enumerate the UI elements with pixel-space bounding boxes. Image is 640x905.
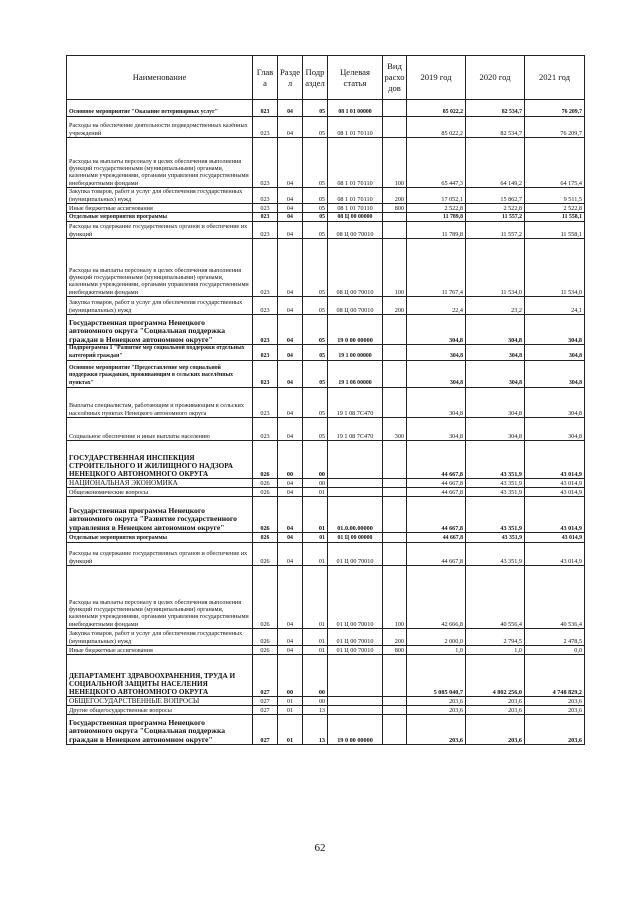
cell-y2019: 65 447,3 — [407, 138, 466, 188]
cell-y2021: 9 511,5 — [525, 188, 585, 204]
cell-y2019: 44 667,8 — [407, 479, 466, 488]
cell-y2019: 44 667,8 — [407, 441, 466, 479]
cell-target: 01 Ц 00 70010 — [328, 629, 383, 646]
cell-podrazdel: 05 — [303, 100, 328, 117]
cell-vid: 200 — [383, 297, 407, 315]
col-header-target: Целевая статья — [328, 56, 383, 100]
cell-y2019: 203,6 — [407, 697, 466, 706]
cell-y2019: 11 789,8 — [407, 213, 466, 222]
table-row — [67, 706, 585, 715]
cell-y2021: 43 014,9 — [525, 543, 585, 566]
cell-name: Отдельные мероприятия программы — [67, 213, 253, 222]
cell-razdel: 04 — [278, 388, 303, 418]
col-header-name: Наименование — [67, 56, 253, 100]
cell-y2019: 85 022,2 — [407, 100, 466, 117]
cell-name: Государственная программа Ненецкого автономного округа "Социальная поддержка граждан в Ненецком автономном округе" — [67, 315, 253, 345]
col-header-podrazdel: Подр аздел — [303, 56, 328, 100]
budget-table — [66, 55, 585, 745]
cell-y2021: 43 014,9 — [525, 441, 585, 479]
col-header-2020: 2020 год — [466, 56, 525, 100]
cell-y2019: 11 789,8 — [407, 222, 466, 239]
cell-y2020: 4 802 256,0 — [466, 655, 525, 697]
cell-podrazdel: 05 — [303, 345, 328, 361]
cell-podrazdel: 01 — [303, 497, 328, 533]
cell-podrazdel: 05 — [303, 117, 328, 138]
cell-y2021: 43 014,9 — [525, 479, 585, 488]
cell-target: 19 1 08 7С470 — [328, 388, 383, 418]
table-row — [67, 213, 585, 222]
cell-target: 08 Ц 00 70010 — [328, 239, 383, 297]
table-row — [67, 697, 585, 706]
cell-vid: 800 — [383, 646, 407, 655]
cell-y2020: 2 522,8 — [466, 204, 525, 213]
cell-podrazdel: 00 — [303, 441, 328, 479]
cell-vid — [383, 213, 407, 222]
cell-y2021: 43 014,9 — [525, 533, 585, 543]
table-row — [67, 345, 585, 361]
cell-y2021: 304,8 — [525, 315, 585, 345]
cell-y2020: 203,6 — [466, 697, 525, 706]
table-row — [67, 188, 585, 204]
cell-glava: 023 — [253, 239, 278, 297]
cell-y2020: 43 351,9 — [466, 497, 525, 533]
cell-glava: 026 — [253, 497, 278, 533]
cell-podrazdel: 01 — [303, 566, 328, 629]
cell-podrazdel: 05 — [303, 239, 328, 297]
cell-razdel: 04 — [278, 188, 303, 204]
cell-razdel: 04 — [278, 315, 303, 345]
cell-name: Расходы на выплаты персоналу в целях обеспечения выполнения функций государственными (муниципальными) органами, казенными учреждениями, органами управления государственными внебюджетными фондами — [67, 239, 253, 297]
cell-y2019: 44 667,8 — [407, 497, 466, 533]
cell-name: Основное мероприятие "Предоставление мер социальной поддержки гражданам, проживающим в сельских населённых пунктах" — [67, 361, 253, 388]
cell-name: НАЦИОНАЛЬНАЯ ЭКОНОМИКА — [67, 479, 253, 488]
cell-y2019: 304,8 — [407, 388, 466, 418]
cell-y2021: 4 748 829,2 — [525, 655, 585, 697]
cell-y2020: 40 556,4 — [466, 566, 525, 629]
cell-y2020: 43 351,9 — [466, 533, 525, 543]
table-row — [67, 204, 585, 213]
col-header-vid: Вид расхо дов — [383, 56, 407, 100]
table-row — [67, 117, 585, 138]
cell-target: 08 Ц 00 70010 — [328, 297, 383, 315]
cell-name: ДЕПАРТАМЕНТ ЗДРАВООХРАНЕНИЯ, ТРУДА И СОЦИАЛЬНОЙ ЗАЩИТЫ НАСЕЛЕНИЯ НЕНЕЦКОГО АВТОНОМНОГО ОКРУГА — [67, 655, 253, 697]
cell-y2020: 304,8 — [466, 345, 525, 361]
cell-y2020: 82 534,7 — [466, 100, 525, 117]
cell-target: 08 1 01 70110 — [328, 117, 383, 138]
cell-name: Выплаты специалистам, работающим и проживающим в сельских населённых пунктах Ненецкого автономного округа — [67, 388, 253, 418]
cell-y2021: 11 534,0 — [525, 239, 585, 297]
cell-razdel: 04 — [278, 239, 303, 297]
cell-vid — [383, 222, 407, 239]
table-row — [67, 488, 585, 497]
cell-y2019: 44 667,8 — [407, 488, 466, 497]
cell-name: Расходы на обеспечение деятельности подведомственных казённых учреждений — [67, 117, 253, 138]
cell-y2021: 11 558,1 — [525, 222, 585, 239]
cell-target: 08 1 01 70110 — [328, 188, 383, 204]
cell-glava: 023 — [253, 418, 278, 441]
table-row — [67, 361, 585, 388]
cell-glava: 023 — [253, 315, 278, 345]
cell-podrazdel: 00 — [303, 697, 328, 706]
cell-y2019: 17 052,1 — [407, 188, 466, 204]
cell-podrazdel: 05 — [303, 418, 328, 441]
cell-glava: 027 — [253, 715, 278, 745]
cell-glava: 026 — [253, 566, 278, 629]
cell-podrazdel: 05 — [303, 361, 328, 388]
cell-podrazdel: 05 — [303, 222, 328, 239]
cell-podrazdel: 05 — [303, 188, 328, 204]
cell-glava: 023 — [253, 361, 278, 388]
cell-razdel: 00 — [278, 441, 303, 479]
cell-podrazdel: 05 — [303, 204, 328, 213]
cell-name: Общеэкономические вопросы — [67, 488, 253, 497]
cell-name: Основное мероприятие "Оказание ветеринарных услуг" — [67, 100, 253, 117]
cell-glava: 027 — [253, 655, 278, 697]
cell-podrazdel: 05 — [303, 138, 328, 188]
cell-y2019: 304,8 — [407, 361, 466, 388]
table-row — [67, 629, 585, 646]
cell-y2020: 82 534,7 — [466, 117, 525, 138]
cell-vid: 100 — [383, 138, 407, 188]
cell-podrazdel: 05 — [303, 388, 328, 418]
cell-podrazdel: 13 — [303, 715, 328, 745]
table-header — [67, 56, 585, 100]
cell-razdel: 04 — [278, 204, 303, 213]
cell-razdel: 01 — [278, 706, 303, 715]
cell-y2021: 304,8 — [525, 345, 585, 361]
cell-vid: 800 — [383, 204, 407, 213]
cell-glava: 026 — [253, 629, 278, 646]
cell-razdel: 04 — [278, 566, 303, 629]
table-row — [67, 100, 585, 117]
cell-target — [328, 655, 383, 697]
cell-y2019: 44 667,8 — [407, 543, 466, 566]
cell-vid — [383, 361, 407, 388]
cell-podrazdel: 01 — [303, 533, 328, 543]
cell-vid: 200 — [383, 188, 407, 204]
cell-target: 19 0 00 00000 — [328, 715, 383, 745]
cell-y2020: 11 557,2 — [466, 222, 525, 239]
cell-glava: 023 — [253, 138, 278, 188]
cell-y2019: 11 767,4 — [407, 239, 466, 297]
cell-y2020: 43 351,9 — [466, 479, 525, 488]
cell-podrazdel: 01 — [303, 488, 328, 497]
cell-target — [328, 706, 383, 715]
cell-y2020: 43 351,9 — [466, 543, 525, 566]
table-row — [67, 497, 585, 533]
cell-name: Социальное обеспечение и иные выплаты населению — [67, 418, 253, 441]
cell-target: 01 Ц 00 70010 — [328, 646, 383, 655]
cell-y2020: 304,8 — [466, 361, 525, 388]
cell-glava: 023 — [253, 222, 278, 239]
cell-glava: 023 — [253, 213, 278, 222]
table-row — [67, 715, 585, 745]
table-row — [67, 297, 585, 315]
cell-y2020: 11 557,2 — [466, 213, 525, 222]
cell-razdel: 04 — [278, 646, 303, 655]
cell-name: Закупка товаров, работ и услуг для обеспечения государственных (муниципальных) нужд — [67, 188, 253, 204]
cell-razdel: 04 — [278, 418, 303, 441]
cell-y2019: 5 085 040,7 — [407, 655, 466, 697]
cell-vid — [383, 441, 407, 479]
col-header-razdel: Разде л — [278, 56, 303, 100]
cell-podrazdel: 01 — [303, 646, 328, 655]
cell-vid — [383, 100, 407, 117]
cell-glava: 026 — [253, 441, 278, 479]
cell-target: 19 1 08 00000 — [328, 361, 383, 388]
cell-razdel: 04 — [278, 100, 303, 117]
cell-vid — [383, 488, 407, 497]
cell-vid — [383, 715, 407, 745]
cell-y2021: 2 522,8 — [525, 204, 585, 213]
table-row — [67, 138, 585, 188]
cell-name: Иные бюджетные ассигнования — [67, 646, 253, 655]
cell-name: Закупка товаров, работ и услуг для обеспечения государственных (муниципальных) нужд — [67, 297, 253, 315]
cell-podrazdel: 00 — [303, 655, 328, 697]
cell-name: Расходы на выплаты персоналу в целях обеспечения выполнения функций государственными (муниципальными) органами, казенными учреждениями, органами управления государственными внебюджетными фондами — [67, 566, 253, 629]
cell-glava: 026 — [253, 533, 278, 543]
cell-y2020: 304,8 — [466, 388, 525, 418]
table-row — [67, 222, 585, 239]
cell-podrazdel: 05 — [303, 213, 328, 222]
cell-y2021: 203,6 — [525, 697, 585, 706]
cell-name: Отдельные мероприятия программы — [67, 533, 253, 543]
cell-y2020: 43 351,9 — [466, 488, 525, 497]
cell-glava: 023 — [253, 388, 278, 418]
cell-y2021: 0,0 — [525, 646, 585, 655]
cell-razdel: 04 — [278, 479, 303, 488]
cell-y2021: 304,8 — [525, 418, 585, 441]
cell-name: Государственная программа Ненецкого автономного округа "Социальная поддержка граждан в Ненецком автономном округе" — [67, 715, 253, 745]
cell-glava: 023 — [253, 117, 278, 138]
table-row — [67, 418, 585, 441]
cell-y2019: 85 022,2 — [407, 117, 466, 138]
cell-glava: 027 — [253, 697, 278, 706]
table-row — [67, 388, 585, 418]
cell-y2020: 43 351,9 — [466, 441, 525, 479]
table-row — [67, 655, 585, 697]
cell-glava: 023 — [253, 188, 278, 204]
cell-target: 08 Ц 00 00000 — [328, 213, 383, 222]
cell-razdel: 04 — [278, 488, 303, 497]
cell-vid — [383, 315, 407, 345]
cell-y2019: 304,8 — [407, 418, 466, 441]
table-row — [67, 543, 585, 566]
cell-y2019: 22,4 — [407, 297, 466, 315]
cell-y2020: 15 862,7 — [466, 188, 525, 204]
cell-podrazdel: 01 — [303, 543, 328, 566]
cell-razdel: 04 — [278, 222, 303, 239]
cell-y2020: 304,8 — [466, 418, 525, 441]
cell-y2021: 2 478,5 — [525, 629, 585, 646]
cell-podrazdel: 01 — [303, 629, 328, 646]
cell-glava: 026 — [253, 543, 278, 566]
cell-y2020: 64 149,2 — [466, 138, 525, 188]
cell-podrazdel: 13 — [303, 706, 328, 715]
cell-target — [328, 441, 383, 479]
cell-y2020: 23,2 — [466, 297, 525, 315]
cell-vid — [383, 697, 407, 706]
cell-name: Расходы на содержание государственных органов и обеспечение их функций — [67, 543, 253, 566]
cell-y2021: 43 014,9 — [525, 488, 585, 497]
cell-target: 08 1 01 70110 — [328, 138, 383, 188]
cell-y2020: 203,6 — [466, 706, 525, 715]
page-number: 62 — [314, 842, 326, 854]
cell-glava: 023 — [253, 297, 278, 315]
table-row — [67, 533, 585, 543]
cell-target: 01.0.00.00000 — [328, 497, 383, 533]
cell-y2019: 1,0 — [407, 646, 466, 655]
cell-razdel: 04 — [278, 345, 303, 361]
cell-y2020: 203,6 — [466, 715, 525, 745]
cell-glava: 023 — [253, 100, 278, 117]
cell-target: 01 Ц 00 70010 — [328, 566, 383, 629]
col-header-glava: Глав а — [253, 56, 278, 100]
cell-name: Закупка товаров, работ и услуг для обеспечения государственных (муниципальных) нужд — [67, 629, 253, 646]
cell-y2021: 11 558,1 — [525, 213, 585, 222]
cell-vid — [383, 345, 407, 361]
cell-razdel: 04 — [278, 297, 303, 315]
cell-vid — [383, 655, 407, 697]
cell-y2021: 24,1 — [525, 297, 585, 315]
cell-y2021: 76 209,7 — [525, 117, 585, 138]
cell-name: ГОСУДАРСТВЕННАЯ ИНСПЕКЦИЯ СТРОИТЕЛЬНОГО И ЖИЛИЩНОГО НАДЗОРА НЕНЕЦКОГО АВТОНОМНОГО ОКРУГА — [67, 441, 253, 479]
cell-y2019: 2 000,0 — [407, 629, 466, 646]
cell-glava: 026 — [253, 479, 278, 488]
cell-razdel: 04 — [278, 213, 303, 222]
cell-razdel: 04 — [278, 138, 303, 188]
cell-podrazdel: 00 — [303, 479, 328, 488]
cell-name: Расходы на содержание государственных органов и обеспечение их функций — [67, 222, 253, 239]
cell-razdel: 01 — [278, 697, 303, 706]
table-row — [67, 239, 585, 297]
cell-razdel: 04 — [278, 629, 303, 646]
cell-vid — [383, 497, 407, 533]
cell-vid: 200 — [383, 629, 407, 646]
cell-target: 19 1 00 00000 — [328, 345, 383, 361]
cell-glava: 023 — [253, 204, 278, 213]
table-row — [67, 479, 585, 488]
cell-y2021: 43 014,9 — [525, 497, 585, 533]
cell-y2019: 44 667,8 — [407, 533, 466, 543]
cell-vid: 100 — [383, 239, 407, 297]
cell-vid — [383, 533, 407, 543]
col-header-2019: 2019 год — [407, 56, 466, 100]
cell-razdel: 01 — [278, 715, 303, 745]
budget-page — [66, 55, 584, 745]
cell-podrazdel: 05 — [303, 315, 328, 345]
cell-target — [328, 479, 383, 488]
cell-vid — [383, 543, 407, 566]
cell-target: 01 Ц 00 70010 — [328, 543, 383, 566]
col-header-2021: 2021 год — [525, 56, 585, 100]
table-row — [67, 441, 585, 479]
table-row — [67, 566, 585, 629]
cell-name: Расходы на выплаты персоналу в целях обеспечения выполнения функций государственными (муниципальными) органами, казенными учреждениями, органами управления государственными внебюджетными фондами — [67, 138, 253, 188]
cell-target: 01 Ц 00 00000 — [328, 533, 383, 543]
cell-y2019: 203,6 — [407, 715, 466, 745]
cell-name: ОБЩЕГОСУДАРСТВЕННЫЕ ВОПРОСЫ — [67, 697, 253, 706]
cell-y2020: 1,0 — [466, 646, 525, 655]
cell-glava: 026 — [253, 488, 278, 497]
cell-target: 19 0 00 00000 — [328, 315, 383, 345]
cell-y2020: 2 794,5 — [466, 629, 525, 646]
cell-y2019: 2 522,8 — [407, 204, 466, 213]
cell-y2019: 42 666,8 — [407, 566, 466, 629]
cell-vid — [383, 117, 407, 138]
cell-y2020: 11 534,0 — [466, 239, 525, 297]
cell-target: 08 1 01 70110 — [328, 204, 383, 213]
cell-y2021: 304,8 — [525, 361, 585, 388]
cell-y2021: 76 209,7 — [525, 100, 585, 117]
cell-y2021: 64 175,4 — [525, 138, 585, 188]
cell-y2021: 304,8 — [525, 388, 585, 418]
cell-target — [328, 488, 383, 497]
table-row — [67, 646, 585, 655]
cell-y2021: 203,6 — [525, 706, 585, 715]
cell-razdel: 04 — [278, 497, 303, 533]
cell-y2019: 203,6 — [407, 706, 466, 715]
cell-y2021: 40 536,4 — [525, 566, 585, 629]
cell-y2021: 203,6 — [525, 715, 585, 745]
cell-glava: 023 — [253, 345, 278, 361]
cell-vid: 100 — [383, 566, 407, 629]
table-body — [67, 100, 585, 745]
cell-razdel: 04 — [278, 361, 303, 388]
cell-glava: 026 — [253, 646, 278, 655]
cell-target: 19 1 08 7С470 — [328, 418, 383, 441]
cell-razdel: 00 — [278, 655, 303, 697]
cell-razdel: 04 — [278, 117, 303, 138]
cell-vid — [383, 388, 407, 418]
table-row — [67, 315, 585, 345]
cell-y2019: 304,8 — [407, 315, 466, 345]
cell-name: Другие общегосударственные вопросы — [67, 706, 253, 715]
cell-vid: 300 — [383, 418, 407, 441]
cell-target — [328, 697, 383, 706]
cell-y2019: 304,8 — [407, 345, 466, 361]
cell-vid — [383, 479, 407, 488]
cell-glava: 027 — [253, 706, 278, 715]
cell-target: 08 Ц 00 70010 — [328, 222, 383, 239]
cell-name: Государственная программа Ненецкого автономного округа "Развитие государственного управления в Ненецком автономном округе" — [67, 497, 253, 533]
cell-razdel: 04 — [278, 543, 303, 566]
cell-name: Подпрограмма 1 "Развитие мер социальной поддержки отдельных категорий граждан" — [67, 345, 253, 361]
cell-target: 08 1 01 00000 — [328, 100, 383, 117]
cell-podrazdel: 05 — [303, 297, 328, 315]
cell-vid — [383, 706, 407, 715]
cell-y2020: 304,8 — [466, 315, 525, 345]
cell-razdel: 04 — [278, 533, 303, 543]
cell-name: Иные бюджетные ассигнования — [67, 204, 253, 213]
